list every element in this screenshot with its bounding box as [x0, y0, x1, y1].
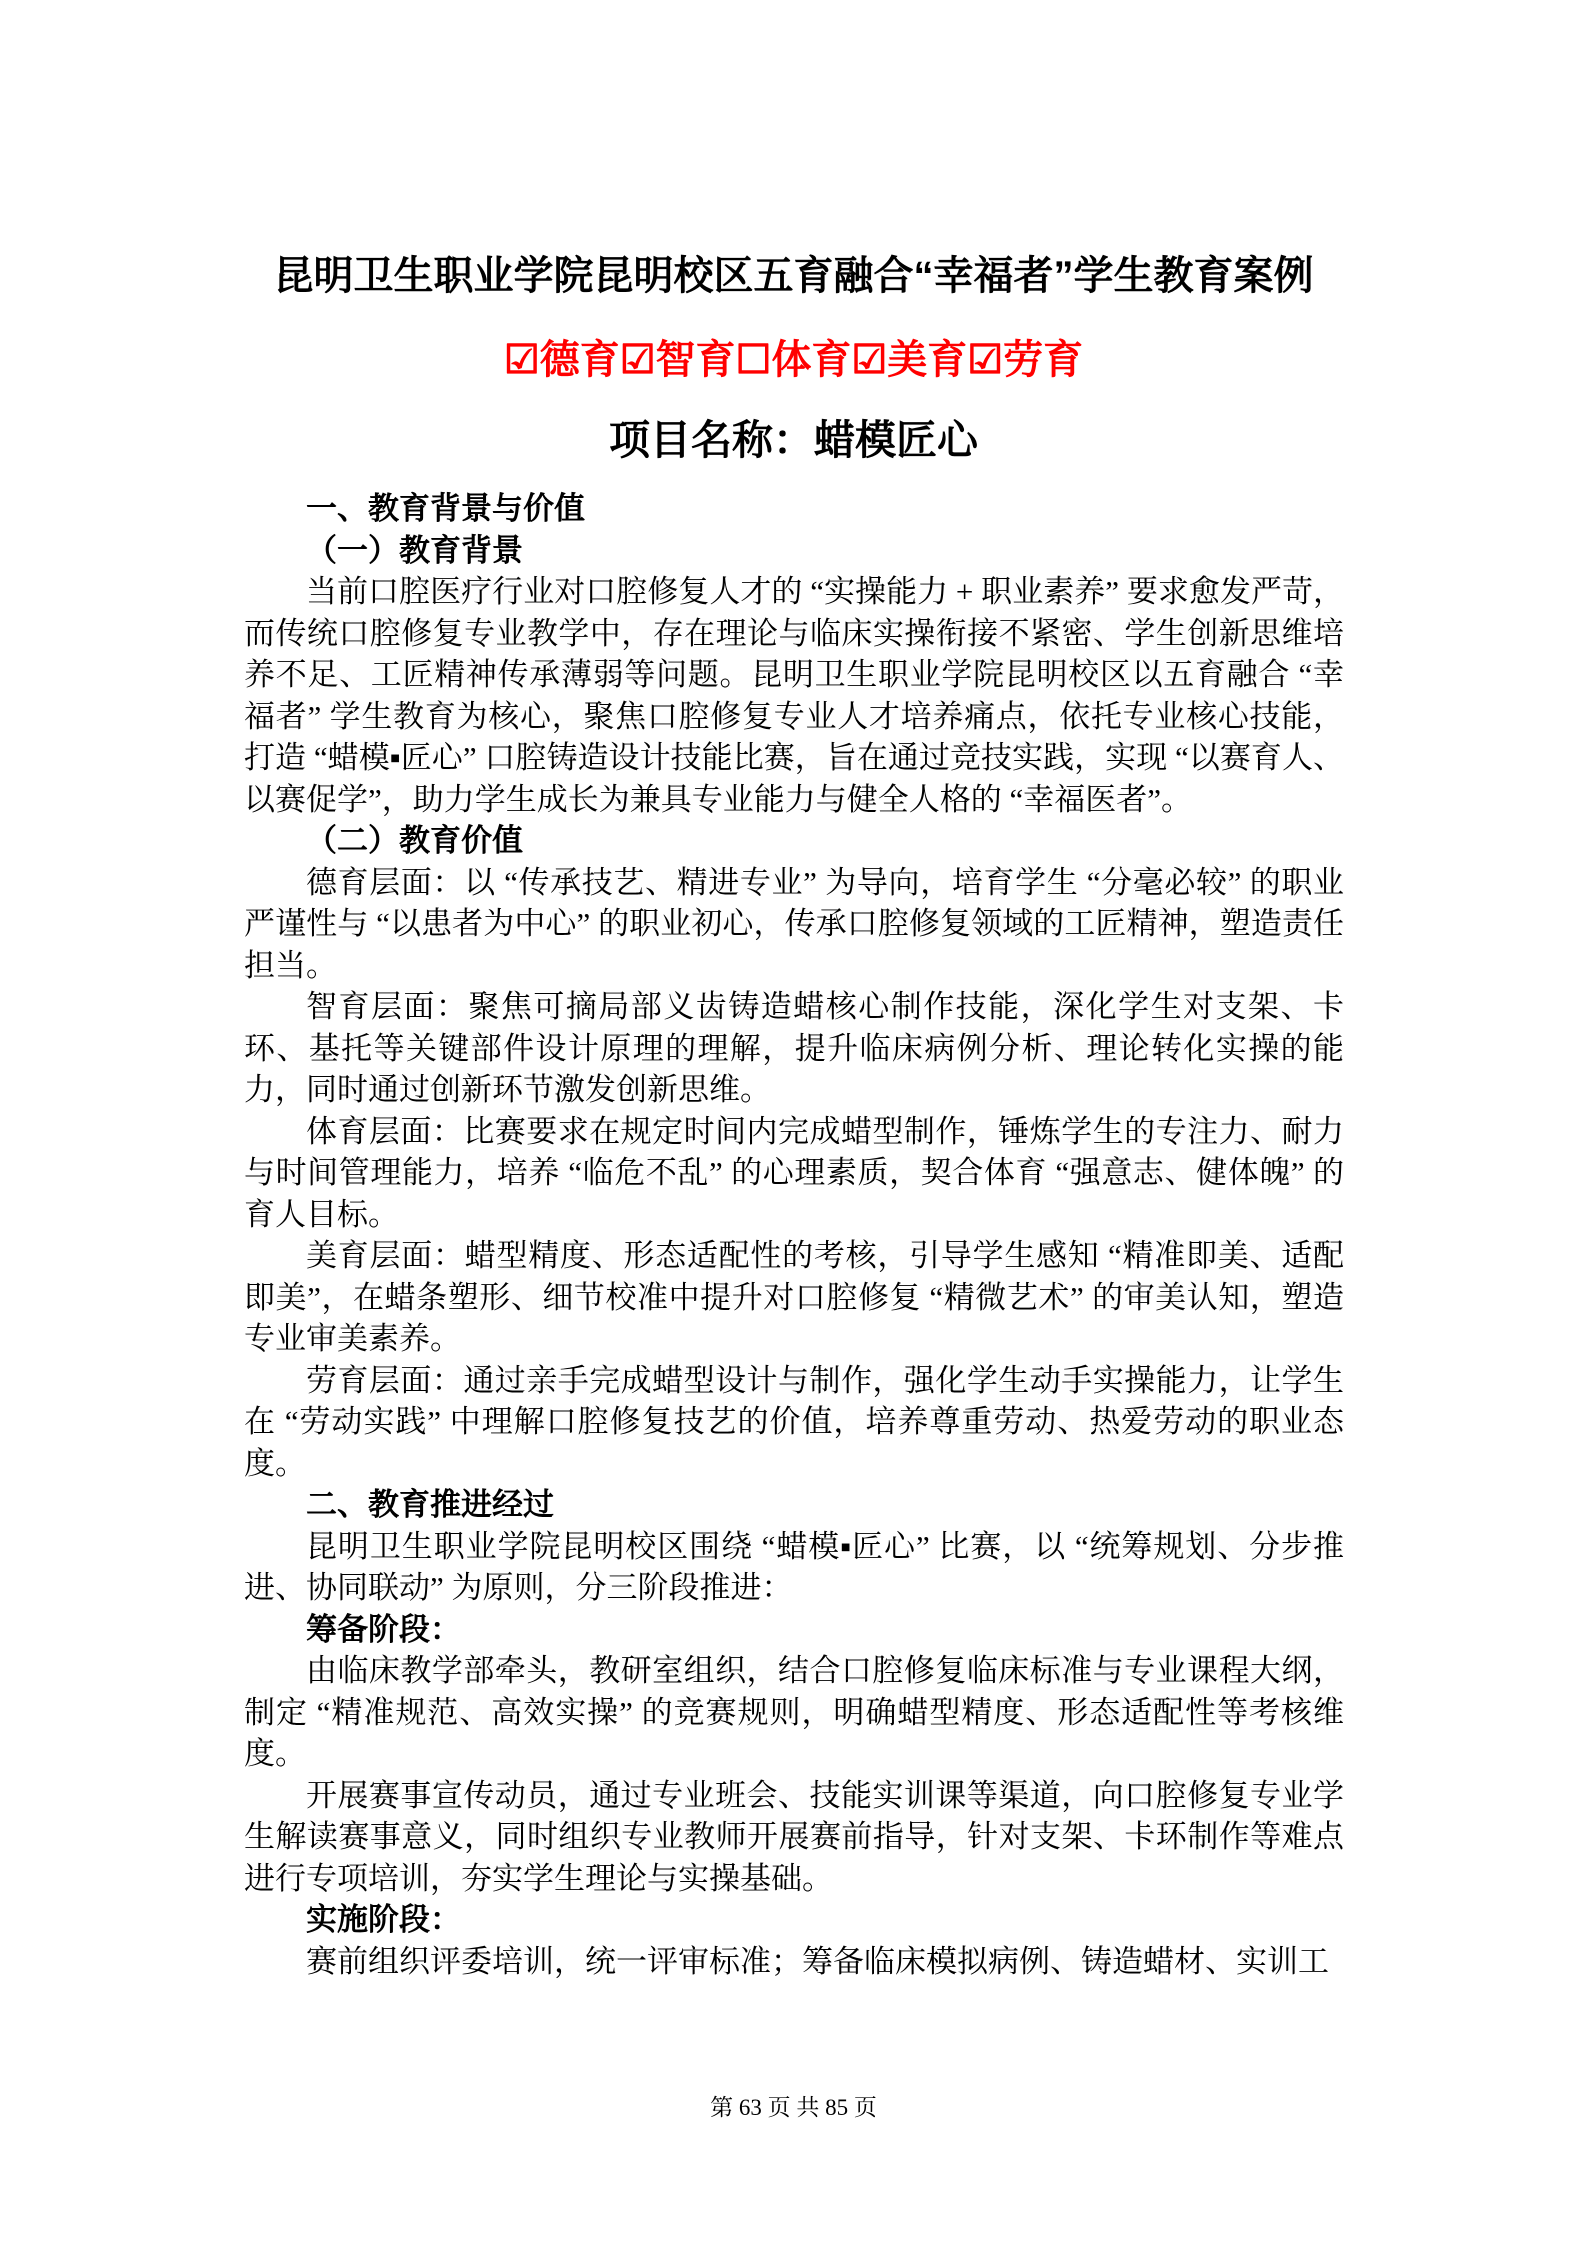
- project-name-heading: 项目名称：蜡模匠心: [609, 417, 978, 463]
- section-heading: 实施阶段：: [306, 1902, 461, 1937]
- page-number-footer: 第 63 页 共 85 页: [710, 2095, 877, 2120]
- paragraph: 劳育层面：通过亲手完成蜡型设计与制作，强化学生动手实操能力，让学生在 “劳动实践” 中理解口腔修复技艺的价值，培养尊重劳动、热爱劳动的职业态度。: [244, 1362, 1344, 1481]
- paragraph: 由临床教学部牵头，教研室组织，结合口腔修复临床标准与专业课程大纲，制定 “精准规范、高效实操” 的竞赛规则，明确蜡型精度、形态适配性等考核维度。: [244, 1653, 1344, 1771]
- paragraph: 开展赛事宣传动员，通过专业班会、技能实训课等渠道，向口腔修复专业学生解读赛事意义，同时组织专业教师开展赛前指导，针对支架、卡环制作等难点进行专项培训，夯实学生理论与实操基础。: [244, 1777, 1344, 1896]
- section-heading: 一、教育背景与价值: [306, 491, 585, 526]
- section-heading: 二、教育推进经过: [306, 1487, 554, 1522]
- section-heading: 筹备阶段：: [306, 1611, 461, 1647]
- document-body: [244, 488, 1344, 1982]
- document-title: 昆明卫生职业学院昆明校区五育融合“幸福者”学生教育案例: [273, 254, 1314, 298]
- paragraph: 体育层面：比赛要求在规定时间内完成蜡型制作，锤炼学生的专注力、耐力与时间管理能力，培养 “临危不乱” 的心理素质，契合体育 “强意志、健体魄” 的育人目标。: [244, 1113, 1344, 1232]
- paragraph: 赛前组织评委培训，统一评审标准；筹备临床模拟病例、铸造蜡材、实训工: [306, 1943, 1329, 1979]
- section-heading: （二）教育价值: [306, 823, 523, 858]
- paragraph: 美育层面：蜡型精度、形态适配性的考核，引导学生感知 “精准即美、适配即美”，在蜡条塑形、细节校准中提升对口腔修复 “精微艺术” 的审美认知，塑造专业审美素养。: [244, 1238, 1344, 1356]
- section-heading: （一）教育背景: [306, 532, 523, 568]
- paragraph: 当前口腔医疗行业对口腔修复人才的 “实操能力 + 职业素养” 要求愈发严苛，而传统口腔修复专业教学中，存在理论与临床实操衔接不紧密、学生创新思维培养不足、工匠精神传承薄弱等问题。昆明卫生职业学院昆明校区以五育融合 “幸福者” 学生教育为核心，聚焦口腔修复专业人才培养痛点，依托专业核心技能，打造 “蜡模▪匠心” 口腔铸造设计技能比赛，旨在通过竞技实践，实现 “以赛育人、以赛促学”，助力学生成长为兼具专业能力与健全人格的 “幸福医者”。: [244, 574, 1344, 817]
- paragraph: 智育层面：聚焦可摘局部义齿铸造蜡核心制作技能，深化学生对支架、卡环、基托等关键部件设计原理的理解，提升临床病例分析、理论转化实操的能力，同时通过创新环节激发创新思维。: [244, 989, 1344, 1107]
- wuyu-checkbox-line: ☑德育☑智育☐体育☑美育☑劳育: [503, 338, 1084, 382]
- paragraph: 德育层面：以 “传承技艺、精进专业” 为导向，培育学生 “分毫必较” 的职业严谨性与 “以患者为中心” 的职业初心，传承口腔修复领域的工匠精神，塑造责任担当。: [244, 864, 1344, 983]
- paragraph: 昆明卫生职业学院昆明校区围绕 “蜡模▪匠心” 比赛，以 “统筹规划、分步推进、协同联动” 为原则，分三阶段推进：: [244, 1528, 1344, 1605]
